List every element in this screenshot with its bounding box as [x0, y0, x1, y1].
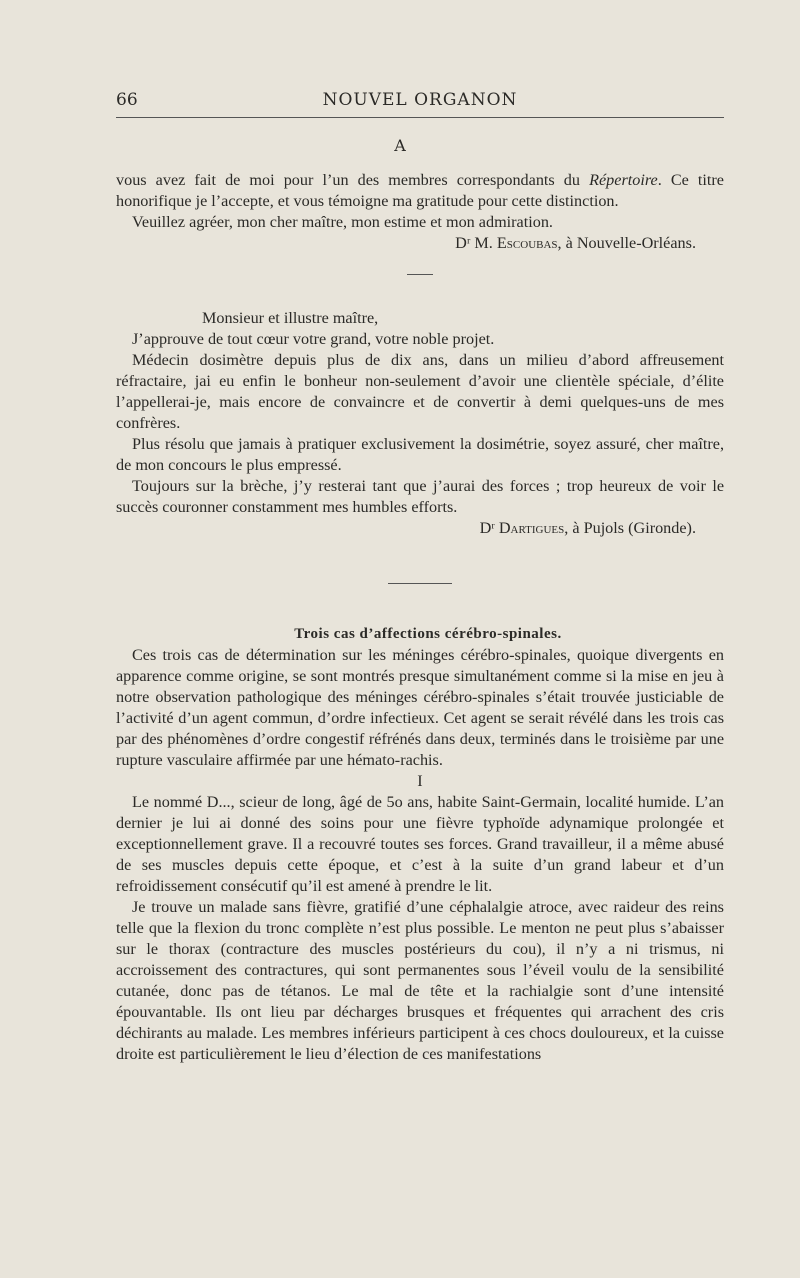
separator-rule — [407, 274, 433, 275]
letter2-paragraph: Plus résolu que jamais à pratiquer exclusivement la dosimétrie, soyez assuré, cher maître, de mon concours le plus empressé. — [116, 435, 724, 474]
section-letter: A — [394, 136, 406, 155]
page-header — [116, 90, 724, 114]
signature-name: Escoubas — [496, 234, 558, 252]
section-heading: Trois cas d’affections cérébro-spinales. — [294, 626, 562, 642]
signature-dartigues — [116, 518, 724, 539]
signature-place: , à Pujols (Gironde). — [564, 519, 696, 537]
section-separator-rule — [388, 583, 452, 584]
running-title: NOUVEL ORGANON — [322, 90, 518, 110]
section-intro: Ces trois cas de détermination sur les méninges cérébro-spinales, quoique divergents en apparence comme origine, se sont montrés presque simultanément comme si la mise en jeu à notre observation pathologique des méninges cérébro-spinales s’était trouvée justiciable de l’activité d’un agent commun, d’ordre infectieux. Cet agent se serait révélé dans les trois cas par des phénomènes d’ordre congestif réfrénés dans deux, terminés dans le troisième par une rupture vasculaire affirmée par une hémato-rachis. — [116, 646, 724, 769]
text-run: vous avez fait de moi pour l’un des membres correspondants du — [116, 171, 590, 189]
page-number: 66 — [116, 90, 138, 110]
signature-title: Dʳ M. — [455, 234, 497, 252]
header-rule — [116, 117, 724, 118]
signature-place: , à Nouvelle-Orléans. — [557, 234, 696, 252]
letter2-paragraph: Toujours sur la brèche, j’y resterai tant que j’aurai des forces ; trop heureux de voir le succès couronner constamment mes humbles efforts. — [116, 477, 724, 516]
case-paragraph: Je trouve un malade sans fièvre, gratifié d’une céphalalgie atroce, avec raideur des reins telle que la flexion du tronc complète n’est plus possible. Le menton ne peut plus s’abaisser sur le thorax (contracture des muscles postérieurs du cou), il n’y a ni trismus, ni accroissement des contractures, qui sont permanentes sous l’éveil voulu de la sensibilité cutanée, donc pas de tétanos. Le mal de tête et la rachialgie sont d’une intensité épouvantable. Ils ont lieu par décharges brusques et fréquentes qui arrachent des cris déchirants au malade. Les membres inférieurs participent à ces chocs douloureux, et la cuisse droite est particulièrement le lieu d’élection de ces manifestations — [116, 898, 724, 1063]
text-run: . Ce titre honorifique je l’accepte, et vous témoigne ma gratitude pour cette distinction. — [116, 171, 724, 210]
signature-escoubas — [116, 233, 724, 254]
signature-name: Dartigues — [498, 519, 565, 537]
signature-title: Dʳ — [479, 519, 499, 537]
case-number: I — [417, 772, 423, 790]
italic-title: Répertoire — [589, 171, 658, 189]
letter2-greeting: Monsieur et illustre maître, — [202, 309, 379, 327]
body-text — [116, 170, 724, 1065]
letter1-closing: Veuillez agréer, mon cher maître, mon estime et mon admiration. — [132, 213, 553, 231]
letter2-paragraph: Médecin dosimètre depuis plus de dix ans, dans un milieu d’abord affreusement réfractaire, jai eu enfin le bonheur non-seulement d’avoir une clientèle spéciale, d’élite l’appellerai-je, mais encore de convaincre et de convertir à demi quelques-uns de mes confrères. — [116, 351, 724, 432]
letter2-paragraph: J’approuve de tout cœur votre grand, votre noble projet. — [132, 330, 495, 348]
letter1-paragraph — [116, 170, 724, 212]
case-paragraph: Le nommé D..., scieur de long, âgé de 5o ans, habite Saint-Germain, localité humide. L’an dernier je lui ai donné des soins pour une fièvre typhoïde adynamique prolongée et exceptionnellement grave. Il a recouvré toutes ses forces. Grand travailleur, il a même abusé de ses muscles depuis cette époque, et c’est à la suite d’un grand labeur et d’un refroidissement consécutif qu’il est amené à prendre le lit. — [116, 793, 724, 895]
